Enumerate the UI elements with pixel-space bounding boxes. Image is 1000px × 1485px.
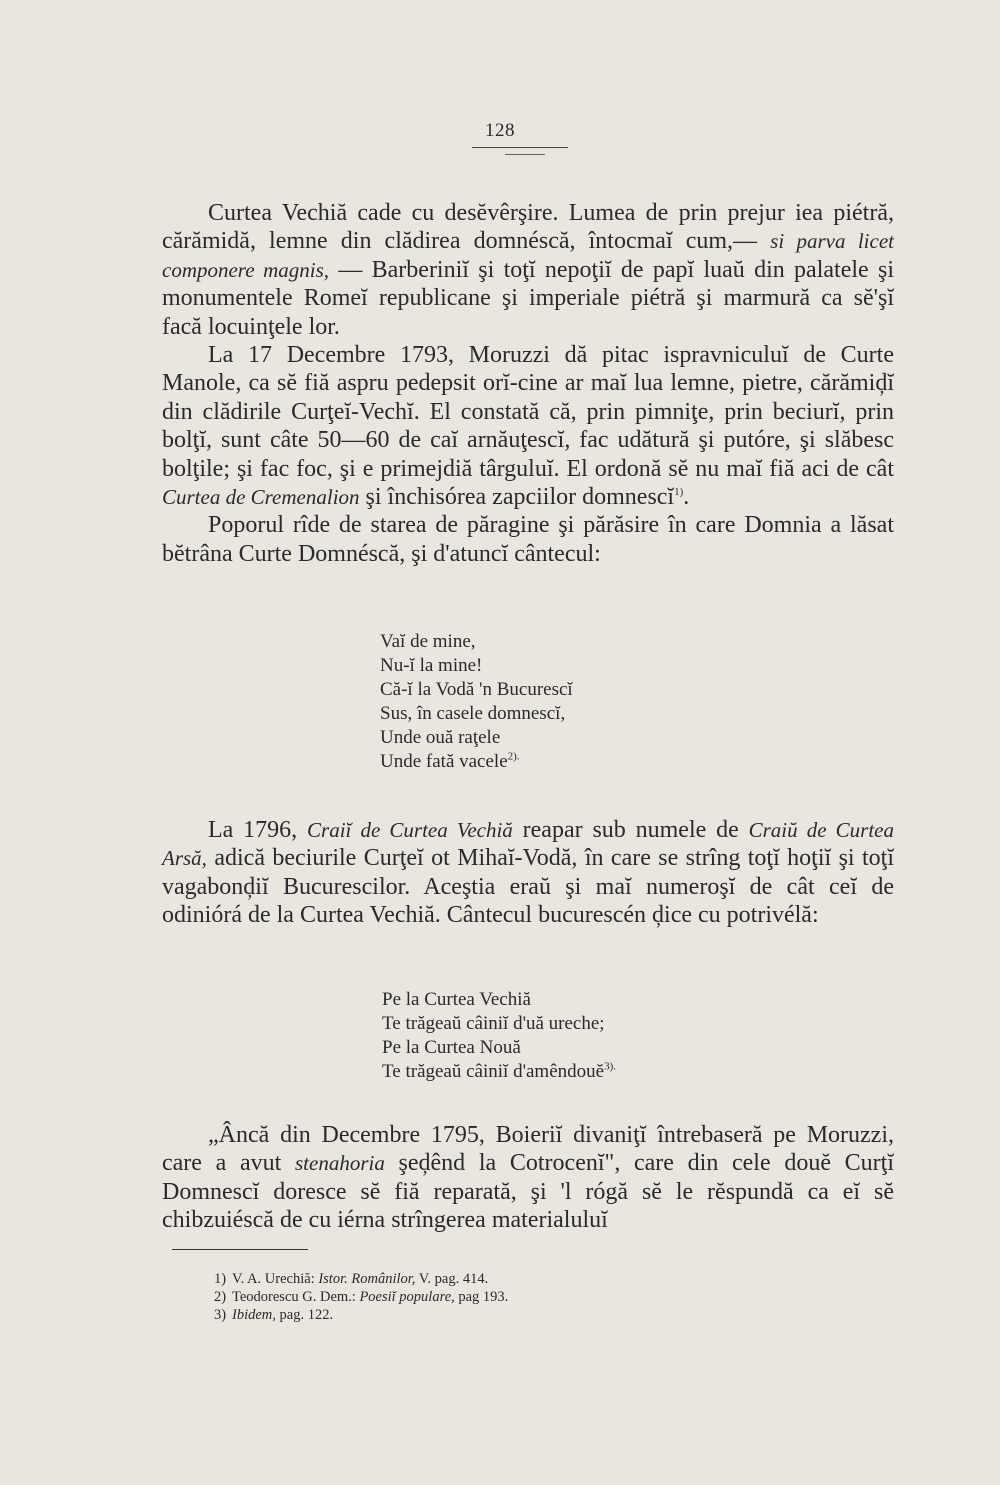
paragraph-4-text-c: adică beciurile Curţeĭ ot Mihaĭ-Vodă, în care se strîng toţĭ hoţiĭ şi toţĭ vagabonḑiĭ Bucurescilor. Aceştia eraŭ şi maĭ numeroşĭ de cât ceĭ de odiniórá de la Curtea Vechiă. Cântecul bucurescén ḑice cu potrivélă: [162, 845, 894, 929]
verse-line [380, 750, 573, 774]
page-number: 128 [485, 120, 515, 141]
paragraph-5 [162, 1121, 894, 1235]
paragraph-1-text-b: — Barberiniĭ şi toţĭ nepoţiĭ de papĭ luaŭ din palatele şi monumentele Romeĭ republicane şi imperiale piétră şi marmură ca sĕ'şĭ facă locuinţele lor. [162, 256, 894, 340]
craii-de-curtea-vechia: Craiĭ de Curtea Vechiă [307, 818, 513, 842]
footnotes [214, 1270, 508, 1324]
verse-line: Că-ĭ la Vodă 'n Bucurescĭ [380, 679, 573, 700]
footnote-title: Ibidem, [232, 1307, 276, 1323]
paragraph-3: Poporul rîde de starea de păragine şi părăsire în care Domnia a lăsat bĕtrâna Curte Domnéscă, şi d'atuncĭ cântecul: [162, 512, 894, 567]
footnote-1 [214, 1270, 508, 1288]
footnote-title: Istor. Românilor, [318, 1271, 416, 1287]
verse-line: Te trăgeaŭ câiniĭ d'uă ureche; [382, 1013, 605, 1034]
main-text-block-1 [162, 199, 894, 568]
verse-line: Vaĭ de mine, [380, 631, 476, 652]
footnote-title: Poesiĭ populare, [359, 1289, 455, 1305]
paragraph-4-text-b: reapar sub numele de [512, 817, 749, 843]
footnote-page: pag 193. [454, 1289, 509, 1305]
footnote-number: 1) [214, 1271, 227, 1287]
main-text-block-2 [162, 816, 894, 930]
verse-2 [382, 988, 616, 1084]
verse-line-text: Te trăgeaŭ câiniĭ d'amêndouĕ [382, 1061, 605, 1082]
latin-quote: si parva licet componere magnis, [162, 229, 894, 282]
paragraph-2-text-a: La 17 Decembre 1793, Moruzzi dă pitac ispravniculuĭ de Curte Manole, ca sĕ fiă aspru pedepsit orĭ-cine ar maĭ lua lemne, pietre, cărămiḑĭ din clădirile Curţeĭ-Vechĭ. El constată că, prin pimniţe, prin beciurĭ, prin bolţĭ, sunt câte 50—60 de caĭ arnăuţescĭ, fac udătură şi putóre, şi slăbesc bolţile; şi fac foc, şi e primejdiă târguluĭ. El ordonă sĕ nu maĭ fiă aci de cât [162, 342, 894, 482]
paragraph-2-text-c: . [683, 484, 690, 511]
footnote-ref-3: 3). [604, 1060, 616, 1073]
verse-1 [380, 630, 573, 774]
paragraph-5-text-b: şeḑênd la Cotrocenĭ", care din cele douĕ Curţĭ Domnescĭ doresce sĕ fiă reparată, şi 'l rógă sĕ le rĕspundă ca eĭ sĕ chibzuiéscă de cu iérna strîngerea materialuluĭ [162, 1150, 894, 1234]
footnote-ref-2: 2). [507, 750, 520, 763]
footnote-2 [214, 1288, 508, 1306]
footnote-text: Teodorescu G. Dem.: [232, 1289, 360, 1305]
verse-line: Sus, în casele domnescĭ, [380, 703, 566, 724]
page-number-rule [472, 147, 568, 148]
footnote-3 [214, 1306, 508, 1324]
footnote-number: 2) [214, 1289, 227, 1305]
verse-line: Nu-ĭ la mine! [380, 655, 483, 676]
verse-line: Pe la Curtea Nouă [382, 1037, 521, 1058]
verse-line: Unde ouă raţele [380, 727, 501, 748]
footnote-ref-1: 1) [674, 486, 684, 499]
curtea-de-cremenalion: Curtea de Cremenalion [162, 485, 360, 510]
footnote-page: pag. 122. [275, 1307, 334, 1323]
page-number-rule-short [505, 154, 545, 155]
stenahoria: stenahoria [295, 1151, 385, 1176]
paragraph-4 [162, 816, 894, 930]
verse-line: Pe la Curtea Vechiă [382, 989, 531, 1010]
paragraph-4-text-a: La 1796, [208, 817, 308, 843]
paragraph-1 [162, 199, 894, 341]
footnote-number: 3) [214, 1307, 227, 1323]
footnote-text: V. A. Urechiă: [232, 1271, 319, 1287]
verse-line [382, 1060, 616, 1084]
footnote-page: V. pag. 414. [415, 1271, 489, 1287]
paragraph-2 [162, 341, 894, 511]
craiu-de-curtea-arsa: Craiŭ de Curtea Arsă, [162, 818, 894, 871]
footnote-rule [172, 1249, 308, 1250]
main-text-block-3 [162, 1121, 894, 1235]
verse-line-text: Unde fată vacele [380, 751, 508, 772]
paragraph-1-text-a: Curtea Vechiă cade cu desĕvêrşire. Lumea de prin prejur iea piétră, cărămidă, lemne din clădirea domnéscă, întocmaĭ cum,— [162, 200, 894, 255]
paragraph-2-text-b: şi închisórea zapciilor domnescĭ [359, 484, 675, 511]
paragraph-5-text-a: „Âncă din Decembre 1795, Boieriĭ divaniţĭ întrebaseră pe Moruzzi, care a avut [162, 1122, 894, 1177]
